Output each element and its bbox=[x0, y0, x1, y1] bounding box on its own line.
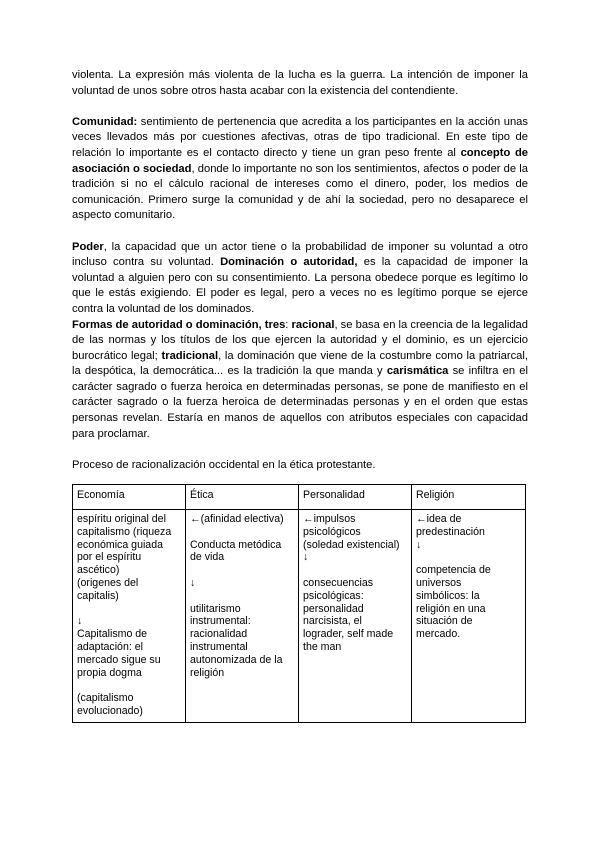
cell-line: predestinación bbox=[416, 525, 485, 538]
cell-line: narcisista, el bbox=[303, 615, 362, 628]
paragraph-poder: Poder, la capacidad que un actor tiene o la probabilidad de imponer su voluntad a otro incluso contra su voluntad. Dominación o autoridad, es la capacidad de imponer la voluntad a alguien pero con su consentimiento. La persona obedece porque es legítimo lo que le estás exigiendo. El poder es legal, pero a veces no es legítimo porque se ejerce contra la voluntad de los dominados. bbox=[72, 240, 528, 315]
cell-line: Capitalismo de bbox=[77, 628, 148, 641]
term-carismatica: carismática bbox=[386, 365, 449, 378]
cell-line: utilitarismo bbox=[190, 602, 241, 615]
cell-line: (soledad existencial) bbox=[303, 538, 400, 551]
document-body bbox=[72, 68, 528, 473]
cell-line: religión en una bbox=[416, 602, 486, 615]
cell-line: ←impulsos bbox=[303, 513, 356, 525]
cell-line: (origenes del bbox=[77, 576, 139, 589]
cell-line: instrumental bbox=[190, 640, 248, 653]
cell-personalidad bbox=[299, 510, 412, 723]
cell-line: capitalismo (riqueza bbox=[77, 525, 172, 538]
paragraph-proceso: Proceso de racionalización occidental en la ética protestante. bbox=[72, 458, 376, 471]
cell-line: personalidad bbox=[303, 602, 364, 615]
cell-line bbox=[190, 590, 294, 603]
cell-line bbox=[190, 564, 294, 577]
cell-line: Conducta metódica bbox=[190, 538, 282, 551]
cell-line: ←(afinidad electiva) bbox=[190, 513, 284, 525]
cell-line: religión bbox=[190, 666, 225, 679]
cell-line: the man bbox=[303, 640, 342, 653]
cell-line: situación de bbox=[416, 615, 473, 628]
header-religion: Religión bbox=[412, 485, 526, 510]
table-row bbox=[73, 510, 526, 723]
cell-line: adaptación: el bbox=[77, 640, 143, 653]
term-comunidad: Comunidad: bbox=[72, 115, 138, 128]
cell-line: ↓ bbox=[190, 576, 196, 589]
term-tradicional: tradicional bbox=[161, 349, 219, 362]
header-personalidad: Personalidad bbox=[299, 485, 412, 510]
term-asociacion: concepto de asociación o sociedad bbox=[72, 146, 528, 175]
cell-line: competencia de bbox=[416, 564, 491, 577]
cell-line: por el espíritu bbox=[77, 551, 142, 564]
header-economia: Economía bbox=[73, 485, 186, 510]
cell-line: propia dogma bbox=[77, 666, 142, 679]
cell-line bbox=[416, 551, 521, 564]
rationalization-table bbox=[72, 484, 526, 723]
cell-line: económica guiada bbox=[77, 538, 163, 551]
cell-line: ↓ bbox=[416, 538, 422, 551]
cell-line: psicológicas: bbox=[303, 589, 364, 602]
paragraph-formas-autoridad: Formas de autoridad o dominación, tres: racional, se basa en la creencia de la legalidad de las normas y los títulos de los que ejercen la autoridad y el dominio, es un ejercicio burocrático legal; tradicional, la dominación que viene de la costumbre como la patriarcal, la despótica, la democrática... es la tradición la que manda y carismática se infiltra en el carácter sagrado o fuerza heroica en determinadas personas, se pone de manifiesto en el carácter sagrado o la fuerza heroica de determinadas personas y en el orden que estas personas revelan. Estaría en manos de aquellos con atributos especiales con capacidad para proclamar. bbox=[72, 318, 528, 440]
cell-line: racionalidad bbox=[190, 628, 248, 641]
cell-economia bbox=[73, 510, 186, 723]
term-dominacion: Dominación o autoridad, bbox=[220, 256, 358, 269]
term-formas: Formas de autoridad o dominación, tres bbox=[72, 318, 286, 331]
cell-religion bbox=[412, 510, 526, 723]
cell-line: simbólicos: la bbox=[416, 589, 480, 602]
cell-line: capitalis) bbox=[77, 589, 119, 602]
paragraph-comunidad: Comunidad: sentimiento de pertenencia que acredita a los participantes en la acción unas veces llevados más por cuestiones afectivas, otras de tipo tradicional. En este tipo de relación lo importante es el contacto directo y tiene un gran peso frente al concepto de asociación o sociedad, donde lo importante no son los sentimientos, afectos o poder de la tradición si no el cálculo racional de intereses como el dinero, poder, los medios de comunicación. Primero surge la comunidad y de ahí la sociedad, pero no desaparece el aspecto comunitario. bbox=[72, 115, 528, 222]
cell-line bbox=[190, 526, 294, 539]
cell-line bbox=[303, 564, 407, 577]
paragraph-violence: violenta. La expresión más violenta de la lucha es la guerra. La intención de imponer la voluntad de unos sobre otros hasta acabar con la existencia del contendiente. bbox=[72, 69, 528, 97]
cell-line: (capitalismo bbox=[77, 692, 134, 705]
cell-line: universos bbox=[416, 576, 462, 589]
table-header-row bbox=[73, 485, 526, 510]
cell-line: ascético) bbox=[77, 564, 120, 577]
cell-line bbox=[77, 679, 181, 692]
term-racional: racional bbox=[291, 318, 335, 331]
cell-line: mercado. bbox=[416, 628, 461, 641]
cell-line: ↓ bbox=[303, 551, 309, 564]
cell-line: ↓ bbox=[77, 615, 83, 628]
cell-line: espíritu original del bbox=[77, 513, 166, 525]
cell-line: instrumental: bbox=[190, 615, 251, 628]
cell-line: de vida bbox=[190, 551, 225, 564]
cell-line bbox=[77, 603, 181, 616]
cell-etica bbox=[186, 510, 299, 723]
header-etica: Ética bbox=[186, 485, 299, 510]
term-poder: Poder bbox=[72, 240, 104, 253]
cell-line: consecuencias bbox=[303, 576, 374, 589]
cell-line: evolucionado) bbox=[77, 704, 143, 717]
cell-line: ←idea de bbox=[416, 513, 462, 525]
cell-line: psicológicos bbox=[303, 525, 361, 538]
cell-line: mercado sigue su bbox=[77, 653, 161, 666]
cell-line: autonomizada de la bbox=[190, 653, 283, 666]
cell-line: lograder, self made bbox=[303, 628, 394, 641]
